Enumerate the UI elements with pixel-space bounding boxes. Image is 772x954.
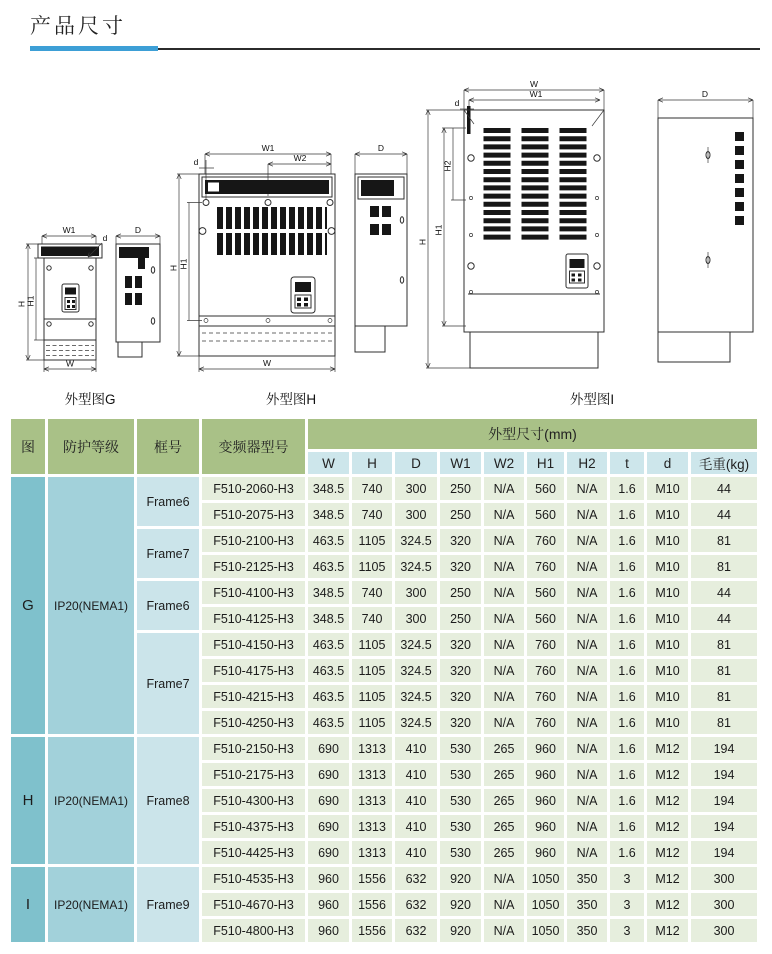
value-cell: N/A xyxy=(567,477,607,500)
value-cell: N/A xyxy=(484,477,524,500)
value-cell: 1.6 xyxy=(610,633,644,656)
value-cell: 740 xyxy=(352,477,392,500)
figure-caption-h: 外型图H xyxy=(265,392,317,407)
value-cell: 1313 xyxy=(352,815,392,838)
figure-i-side-view xyxy=(658,89,753,362)
value-cell: 265 xyxy=(484,815,524,838)
value-cell: 1313 xyxy=(352,789,392,812)
value-cell: 1.6 xyxy=(610,581,644,604)
dim-label-h1: H1 xyxy=(25,295,36,307)
value-cell: 1050 xyxy=(527,919,564,942)
value-cell: M12 xyxy=(647,893,688,916)
value-cell: M10 xyxy=(647,711,688,734)
value-cell: 1313 xyxy=(352,763,392,786)
value-cell: 348.5 xyxy=(308,477,349,500)
outline-drawings xyxy=(0,52,772,408)
dim-label-w1: W1 xyxy=(62,225,76,235)
model-cell: F510-2125-H3 xyxy=(202,555,305,578)
value-cell: N/A xyxy=(567,763,607,786)
value-cell: 740 xyxy=(352,503,392,526)
value-cell: 690 xyxy=(308,737,349,760)
figure-g xyxy=(14,224,166,408)
value-cell: M10 xyxy=(647,685,688,708)
value-cell: 250 xyxy=(440,581,481,604)
value-cell: M12 xyxy=(647,789,688,812)
protection-cell: IP20(NEMA1) xyxy=(48,867,134,942)
value-cell: 960 xyxy=(527,789,564,812)
value-cell: N/A xyxy=(567,529,607,552)
value-cell: 463.5 xyxy=(308,659,349,682)
value-cell: 1.6 xyxy=(610,789,644,812)
value-cell: 300 xyxy=(395,581,437,604)
value-cell: 410 xyxy=(395,763,437,786)
mounting-hole xyxy=(468,155,474,161)
value-cell: 740 xyxy=(352,607,392,630)
dim-label-w1: W1 xyxy=(261,144,274,153)
value-cell: 1556 xyxy=(352,919,392,942)
mounting-hole xyxy=(199,228,206,235)
value-cell: 44 xyxy=(691,581,757,604)
value-cell: 194 xyxy=(691,789,757,812)
value-cell: N/A xyxy=(567,685,607,708)
value-cell: N/A xyxy=(484,607,524,630)
model-cell: F510-4800-H3 xyxy=(202,919,305,942)
model-cell: F510-2100-H3 xyxy=(202,529,305,552)
value-cell: M10 xyxy=(647,581,688,604)
value-cell: N/A xyxy=(567,633,607,656)
value-cell: N/A xyxy=(484,529,524,552)
value-cell: 44 xyxy=(691,503,757,526)
dim-label-h: H xyxy=(168,264,178,272)
value-cell: 760 xyxy=(527,633,564,656)
model-cell: F510-4670-H3 xyxy=(202,893,305,916)
value-cell: 410 xyxy=(395,789,437,812)
value-cell: N/A xyxy=(567,711,607,734)
header-dim-h: H xyxy=(352,452,392,474)
value-cell: 81 xyxy=(691,711,757,734)
vent-bar xyxy=(205,180,329,194)
keypad xyxy=(62,284,79,312)
header-dim-h2: H2 xyxy=(567,452,607,474)
figure-g-side-view xyxy=(116,225,160,357)
header-figure: 图 xyxy=(11,419,45,474)
value-cell: N/A xyxy=(484,893,524,916)
value-cell: 300 xyxy=(691,919,757,942)
value-cell: 632 xyxy=(395,867,437,890)
frame-cell: Frame8 xyxy=(137,737,199,864)
value-cell: 324.5 xyxy=(395,555,437,578)
table-row xyxy=(11,477,757,500)
value-cell: 81 xyxy=(691,685,757,708)
value-cell: 324.5 xyxy=(395,711,437,734)
figure-i-front-view xyxy=(418,80,605,368)
value-cell: 1313 xyxy=(352,737,392,760)
model-cell: F510-4150-H3 xyxy=(202,633,305,656)
value-cell: 1.6 xyxy=(610,607,644,630)
value-cell: 324.5 xyxy=(395,633,437,656)
dim-label-h1: H1 xyxy=(178,258,188,270)
value-cell: 632 xyxy=(395,893,437,916)
value-cell: N/A xyxy=(567,841,607,864)
value-cell: 348.5 xyxy=(308,607,349,630)
value-cell: 920 xyxy=(440,919,481,942)
dim-label-w: W xyxy=(65,358,75,369)
mounting-hole xyxy=(327,200,333,206)
value-cell: 920 xyxy=(440,867,481,890)
mounting-hole xyxy=(468,263,474,269)
value-cell: M10 xyxy=(647,659,688,682)
figure-h-front-view xyxy=(169,144,335,372)
header-model: 变频器型号 xyxy=(202,419,305,474)
value-cell: M10 xyxy=(647,555,688,578)
value-cell: 530 xyxy=(440,815,481,838)
value-cell: 1.6 xyxy=(610,503,644,526)
value-cell: 463.5 xyxy=(308,555,349,578)
value-cell: M10 xyxy=(647,607,688,630)
value-cell: 1105 xyxy=(352,555,392,578)
value-cell: 1105 xyxy=(352,529,392,552)
value-cell: 760 xyxy=(527,529,564,552)
value-cell: N/A xyxy=(567,503,607,526)
value-cell: N/A xyxy=(567,607,607,630)
value-cell: 690 xyxy=(308,815,349,838)
value-cell: 1556 xyxy=(352,893,392,916)
value-cell: 1105 xyxy=(352,685,392,708)
value-cell: 960 xyxy=(527,841,564,864)
value-cell: 530 xyxy=(440,763,481,786)
value-cell: 81 xyxy=(691,529,757,552)
value-cell: 410 xyxy=(395,737,437,760)
value-cell: 3 xyxy=(610,919,644,942)
figure-caption-i: 外型图I xyxy=(569,392,615,407)
header-frame: 框号 xyxy=(137,419,199,474)
value-cell: 1.6 xyxy=(610,841,644,864)
page-title: 产品尺寸 xyxy=(30,15,126,38)
mounting-hole xyxy=(594,263,600,269)
value-cell: 320 xyxy=(440,633,481,656)
value-cell: M12 xyxy=(647,867,688,890)
mounting-hole xyxy=(47,266,51,270)
figure-i xyxy=(416,80,768,408)
mounting-hole xyxy=(89,322,93,326)
value-cell: 463.5 xyxy=(308,711,349,734)
value-cell: 463.5 xyxy=(308,633,349,656)
value-cell: 530 xyxy=(440,789,481,812)
value-cell: 320 xyxy=(440,555,481,578)
value-cell: M10 xyxy=(647,529,688,552)
dim-label-w: W xyxy=(262,358,271,368)
bottom-cover xyxy=(470,332,598,368)
value-cell: 320 xyxy=(440,659,481,682)
value-cell: 560 xyxy=(527,477,564,500)
header-dim-w1: W1 xyxy=(440,452,481,474)
model-cell: F510-4300-H3 xyxy=(202,789,305,812)
mounting-hole xyxy=(89,266,93,270)
model-cell: F510-4215-H3 xyxy=(202,685,305,708)
title-rule-accent xyxy=(30,46,158,51)
value-cell: 690 xyxy=(308,789,349,812)
value-cell: 530 xyxy=(440,737,481,760)
header-protection: 防护等级 xyxy=(48,419,134,474)
dim-label-w1: W1 xyxy=(529,89,543,99)
mounting-hole xyxy=(47,322,51,326)
model-cell: F510-4375-H3 xyxy=(202,815,305,838)
value-cell: 760 xyxy=(527,711,564,734)
value-cell: N/A xyxy=(484,919,524,942)
value-cell: 530 xyxy=(440,841,481,864)
value-cell: N/A xyxy=(567,789,607,812)
value-cell: 250 xyxy=(440,607,481,630)
value-cell: 463.5 xyxy=(308,529,349,552)
value-cell: 1.6 xyxy=(610,555,644,578)
value-cell: N/A xyxy=(567,815,607,838)
value-cell: 300 xyxy=(691,867,757,890)
value-cell: 1105 xyxy=(352,633,392,656)
frame-cell: Frame9 xyxy=(137,867,199,942)
value-cell: 1.6 xyxy=(610,815,644,838)
value-cell: 265 xyxy=(484,737,524,760)
value-cell: N/A xyxy=(484,581,524,604)
value-cell: 1313 xyxy=(352,841,392,864)
keypad xyxy=(291,277,315,313)
value-cell: 324.5 xyxy=(395,529,437,552)
figure-cell: G xyxy=(11,477,45,734)
mounting-hole xyxy=(203,200,209,206)
value-cell: 350 xyxy=(567,919,607,942)
value-cell: 44 xyxy=(691,477,757,500)
value-cell: 1105 xyxy=(352,659,392,682)
value-cell: 960 xyxy=(527,737,564,760)
value-cell: 320 xyxy=(440,685,481,708)
figure-h xyxy=(169,144,414,408)
value-cell: N/A xyxy=(484,685,524,708)
bottom-cover xyxy=(44,340,96,360)
model-cell: F510-4100-H3 xyxy=(202,581,305,604)
value-cell: 300 xyxy=(691,893,757,916)
dim-label-h: H xyxy=(16,300,27,308)
value-cell: N/A xyxy=(484,503,524,526)
figure-caption-g: 外型图G xyxy=(64,392,116,407)
frame-cell: Frame6 xyxy=(137,477,199,526)
header-dimensions-group: 外型尺寸(mm) xyxy=(308,419,757,449)
value-cell: M10 xyxy=(647,477,688,500)
value-cell: 1.6 xyxy=(610,737,644,760)
value-cell: 1.6 xyxy=(610,659,644,682)
model-cell: F510-2175-H3 xyxy=(202,763,305,786)
value-cell: 690 xyxy=(308,763,349,786)
value-cell: 960 xyxy=(527,763,564,786)
value-cell: 920 xyxy=(440,893,481,916)
outline-drawing-h xyxy=(169,144,414,376)
model-cell: F510-2150-H3 xyxy=(202,737,305,760)
value-cell: 3 xyxy=(610,893,644,916)
model-cell: F510-4250-H3 xyxy=(202,711,305,734)
value-cell: 265 xyxy=(484,841,524,864)
value-cell: M12 xyxy=(647,841,688,864)
table-row xyxy=(11,867,757,890)
value-cell: 194 xyxy=(691,763,757,786)
figure-cell: H xyxy=(11,737,45,864)
title-block xyxy=(0,0,772,40)
value-cell: 350 xyxy=(567,867,607,890)
value-cell: 960 xyxy=(308,867,349,890)
mounting-hole xyxy=(265,200,271,206)
value-cell: 1105 xyxy=(352,711,392,734)
value-cell: 410 xyxy=(395,841,437,864)
value-cell: 1.6 xyxy=(610,763,644,786)
model-cell: F510-2060-H3 xyxy=(202,477,305,500)
value-cell: N/A xyxy=(484,659,524,682)
dim-label-d-hole: d xyxy=(454,98,460,108)
value-cell: 194 xyxy=(691,815,757,838)
title-rule xyxy=(30,46,760,52)
dim-label-depth: D xyxy=(377,144,384,153)
value-cell: 760 xyxy=(527,555,564,578)
value-cell: M12 xyxy=(647,919,688,942)
header-dim-w2: W2 xyxy=(484,452,524,474)
header-dim-d: D xyxy=(395,452,437,474)
outline-drawing-i xyxy=(416,80,768,376)
value-cell: 194 xyxy=(691,841,757,864)
value-cell: 760 xyxy=(527,659,564,682)
value-cell: 81 xyxy=(691,555,757,578)
model-cell: F510-4535-H3 xyxy=(202,867,305,890)
dim-label-depth: D xyxy=(134,225,142,235)
value-cell: 348.5 xyxy=(308,581,349,604)
header-dim-w: W xyxy=(308,452,349,474)
header-gross-weight: 毛重(kg) xyxy=(691,452,757,474)
value-cell: 463.5 xyxy=(308,685,349,708)
value-cell: 44 xyxy=(691,607,757,630)
value-cell: 760 xyxy=(527,685,564,708)
value-cell: N/A xyxy=(567,555,607,578)
vent-bar xyxy=(119,247,149,258)
value-cell: 1.6 xyxy=(610,529,644,552)
protection-cell: IP20(NEMA1) xyxy=(48,477,134,734)
value-cell: 265 xyxy=(484,763,524,786)
value-cell: 1.6 xyxy=(610,685,644,708)
value-cell: 300 xyxy=(395,503,437,526)
dim-label-d-hole: d xyxy=(102,233,108,243)
value-cell: 265 xyxy=(484,789,524,812)
value-cell: M10 xyxy=(647,503,688,526)
table-body xyxy=(11,477,757,942)
dim-label-w: W xyxy=(529,80,539,89)
vent-bar xyxy=(361,180,394,196)
value-cell: 960 xyxy=(527,815,564,838)
value-cell: M10 xyxy=(647,633,688,656)
dim-label-w2: W2 xyxy=(293,153,306,163)
value-cell: 410 xyxy=(395,815,437,838)
protection-cell: IP20(NEMA1) xyxy=(48,737,134,864)
frame-cell: Frame7 xyxy=(137,633,199,734)
value-cell: M12 xyxy=(647,763,688,786)
value-cell: 320 xyxy=(440,711,481,734)
value-cell: 1.6 xyxy=(610,711,644,734)
frame-cell: Frame7 xyxy=(137,529,199,578)
value-cell: 194 xyxy=(691,737,757,760)
header-dim-h1: H1 xyxy=(527,452,564,474)
value-cell: 250 xyxy=(440,477,481,500)
value-cell: 350 xyxy=(567,893,607,916)
header-dim-t: t xyxy=(610,452,644,474)
table-header xyxy=(11,419,757,474)
value-cell: 250 xyxy=(440,503,481,526)
value-cell: 1050 xyxy=(527,893,564,916)
value-cell: 81 xyxy=(691,659,757,682)
value-cell: N/A xyxy=(567,581,607,604)
dim-label-d-hole: d xyxy=(193,157,198,167)
dim-label-depth: D xyxy=(701,89,709,99)
value-cell: 960 xyxy=(308,893,349,916)
model-cell: F510-4425-H3 xyxy=(202,841,305,864)
dim-label-h2: H2 xyxy=(442,160,453,172)
value-cell: 3 xyxy=(610,867,644,890)
value-cell: N/A xyxy=(484,555,524,578)
value-cell: 324.5 xyxy=(395,659,437,682)
header-dim-d-screw: d xyxy=(647,452,688,474)
value-cell: N/A xyxy=(484,867,524,890)
value-cell: 1050 xyxy=(527,867,564,890)
model-cell: F510-4175-H3 xyxy=(202,659,305,682)
value-cell: 320 xyxy=(440,529,481,552)
value-cell: N/A xyxy=(567,737,607,760)
dimensions-table xyxy=(8,416,760,945)
value-cell: 560 xyxy=(527,581,564,604)
value-cell: 960 xyxy=(308,919,349,942)
value-cell: 300 xyxy=(395,477,437,500)
value-cell: 300 xyxy=(395,607,437,630)
frame-cell: Frame6 xyxy=(137,581,199,630)
value-cell: 81 xyxy=(691,633,757,656)
figure-h-side-view xyxy=(355,144,407,352)
model-cell: F510-2075-H3 xyxy=(202,503,305,526)
dim-label-h: H xyxy=(417,238,428,246)
table-row xyxy=(11,737,757,760)
figure-cell: I xyxy=(11,867,45,942)
outline-drawing-g xyxy=(14,224,166,376)
value-cell: 1.6 xyxy=(610,477,644,500)
value-cell: N/A xyxy=(484,633,524,656)
dim-label-h1: H1 xyxy=(433,224,444,236)
value-cell: 690 xyxy=(308,841,349,864)
figure-g-front-view xyxy=(17,225,108,372)
value-cell: 560 xyxy=(527,607,564,630)
value-cell: 740 xyxy=(352,581,392,604)
value-cell: 632 xyxy=(395,919,437,942)
keypad xyxy=(566,254,588,288)
model-cell: F510-4125-H3 xyxy=(202,607,305,630)
value-cell: M12 xyxy=(647,815,688,838)
value-cell: 1556 xyxy=(352,867,392,890)
value-cell: 324.5 xyxy=(395,685,437,708)
value-cell: N/A xyxy=(484,711,524,734)
value-cell: M12 xyxy=(647,737,688,760)
value-cell: N/A xyxy=(567,659,607,682)
value-cell: 348.5 xyxy=(308,503,349,526)
value-cell: 560 xyxy=(527,503,564,526)
mounting-hole xyxy=(594,155,600,161)
mounting-hole xyxy=(328,228,335,235)
